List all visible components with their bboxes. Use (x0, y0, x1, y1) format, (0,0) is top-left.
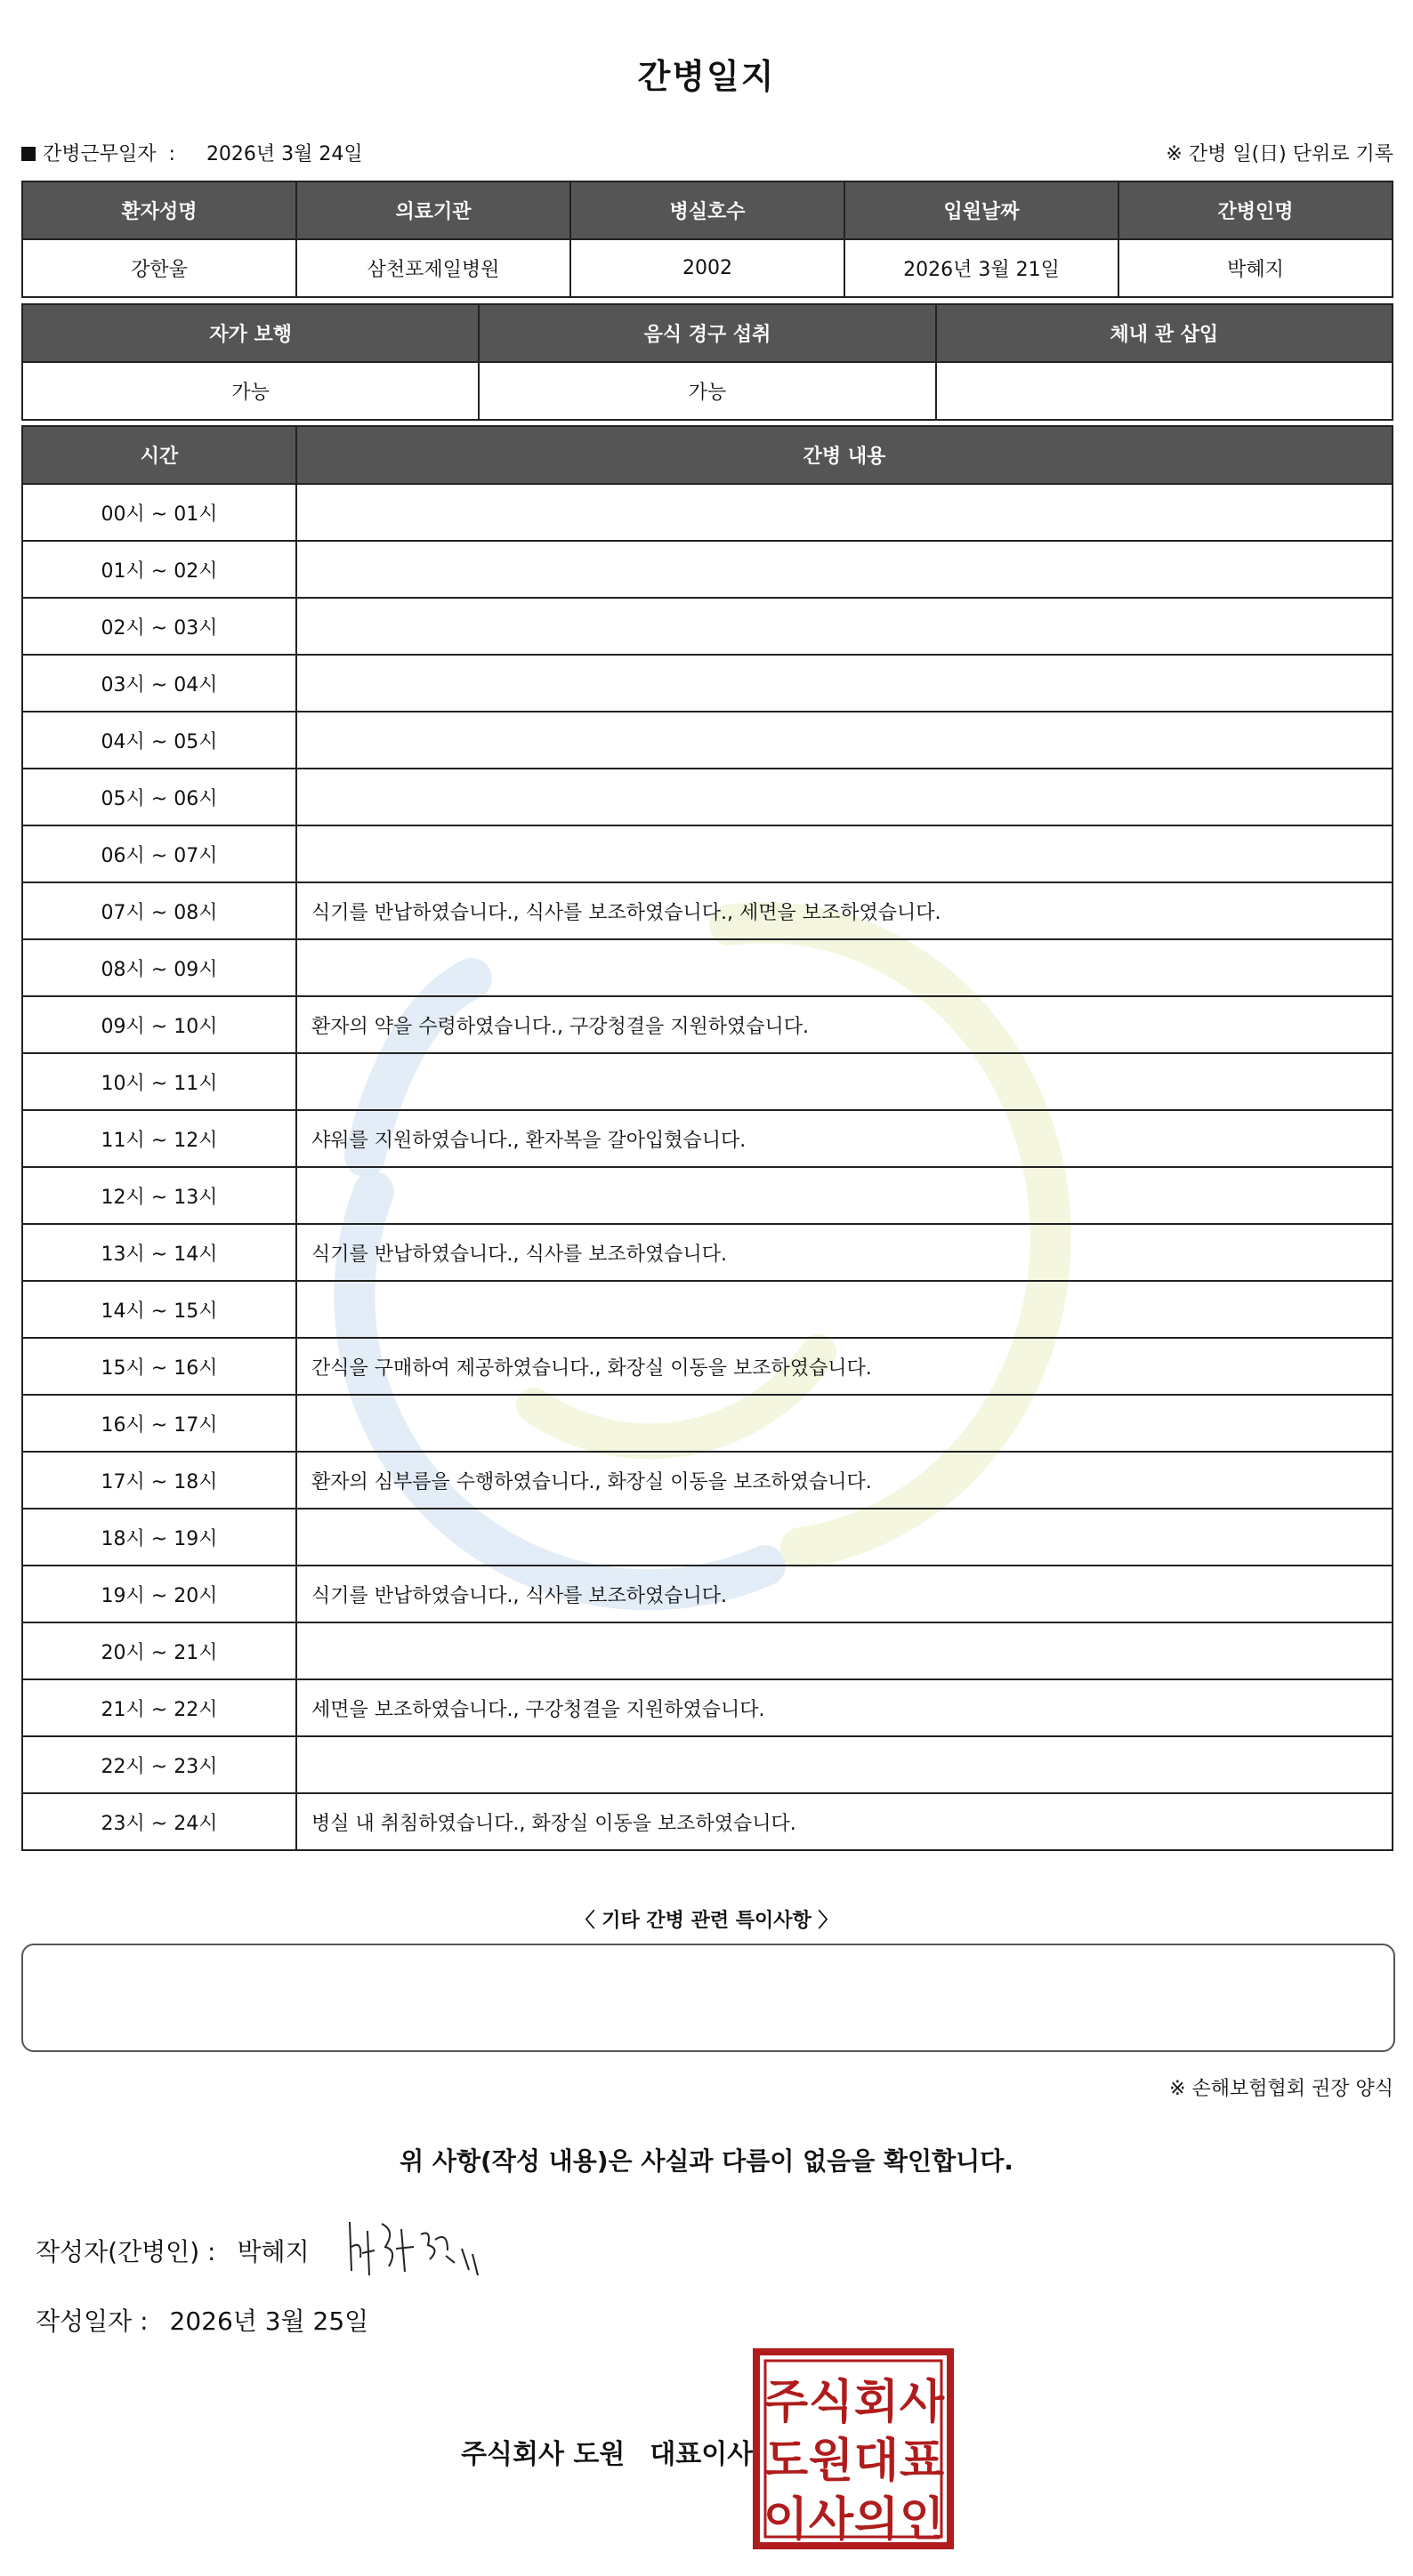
header-tube-insertion: 체내 관 삽입 (936, 304, 1393, 362)
header-patient-name: 환자성명 (22, 181, 296, 239)
write-date-value: 2026년 3월 25일 (169, 2306, 369, 2336)
header-room-number: 병실호수 (570, 181, 844, 239)
log-time: 00시 ~ 01시 (22, 484, 296, 541)
log-content (296, 1053, 1393, 1110)
square-bullet-icon (21, 147, 36, 161)
seal-character: 의 (853, 2493, 900, 2547)
log-time: 13시 ~ 14시 (22, 1224, 296, 1281)
patient-value-row (22, 239, 1393, 297)
header-caregiver-name: 간병인명 (1118, 181, 1393, 239)
oral-intake-value: 가능 (479, 362, 935, 420)
log-time: 09시 ~ 10시 (22, 996, 296, 1053)
caregiver-name: 박혜지 (1118, 239, 1393, 297)
care-date-label: 간병근무일자 (43, 143, 157, 165)
seal-character: 주 (763, 2376, 809, 2429)
seal-character: 원 (808, 2435, 854, 2488)
log-content: 식기를 반납하였습니다., 식사를 보조하였습니다. (296, 1566, 1393, 1622)
log-row (22, 882, 1393, 939)
patient-name: 강한울 (22, 239, 296, 297)
header-oral-intake: 음식 경구 섭취 (479, 304, 935, 362)
log-time: 10시 ~ 11시 (22, 1053, 296, 1110)
log-content (296, 712, 1393, 769)
recommend-note: ※ 손해보험협회 권장 양식 (1169, 2078, 1393, 2100)
status-value-row (22, 362, 1393, 420)
log-content (296, 1167, 1393, 1224)
log-row (22, 939, 1393, 996)
write-date-line (36, 2302, 368, 2338)
room-number: 2002 (570, 239, 844, 297)
log-time: 15시 ~ 16시 (22, 1338, 296, 1395)
care-log-table (21, 425, 1393, 1851)
writer-label: 작성자(간병인) : (36, 2237, 216, 2266)
seal-character: 인 (899, 2493, 945, 2547)
log-time: 22시 ~ 23시 (22, 1736, 296, 1793)
log-row (22, 1395, 1393, 1452)
seal-character: 사 (808, 2493, 854, 2547)
company-line (461, 2432, 753, 2471)
log-row (22, 1566, 1393, 1622)
log-content: 병실 내 취침하였습니다., 화장실 이동을 보조하였습니다. (296, 1793, 1393, 1850)
seal-character: 이 (763, 2493, 809, 2547)
log-row (22, 1224, 1393, 1281)
log-row (22, 712, 1393, 769)
log-content (296, 541, 1393, 598)
log-time: 23시 ~ 24시 (22, 1793, 296, 1850)
log-content: 샤워를 지원하였습니다., 환자복을 갈아입혔습니다. (296, 1110, 1393, 1167)
care-date-separator: : (168, 143, 175, 165)
log-row (22, 1622, 1393, 1679)
log-row (22, 1167, 1393, 1224)
admission-date: 2026년 3월 21일 (844, 239, 1118, 297)
patient-header-row (22, 181, 1393, 239)
log-row (22, 541, 1393, 598)
seal-character: 도 (763, 2435, 809, 2488)
confirm-statement: 위 사항(작성 내용)은 사실과 다름이 없음을 확인합니다. (400, 2146, 1013, 2176)
log-row (22, 598, 1393, 655)
log-row (22, 1452, 1393, 1509)
seal-character: 사 (899, 2376, 945, 2429)
log-content: 식기를 반납하였습니다., 식사를 보조하였습니다., 세면을 보조하였습니다. (296, 882, 1393, 939)
unit-note: ※ 간병 일(日) 단위로 기록 (1166, 143, 1393, 165)
log-time: 06시 ~ 07시 (22, 825, 296, 882)
log-time: 02시 ~ 03시 (22, 598, 296, 655)
header-care-content: 간병 내용 (296, 426, 1393, 484)
log-row (22, 1736, 1393, 1793)
log-content (296, 939, 1393, 996)
log-content (296, 825, 1393, 882)
log-content: 환자의 약을 수령하였습니다., 구강청결을 지원하였습니다. (296, 996, 1393, 1053)
log-time: 07시 ~ 08시 (22, 882, 296, 939)
write-date-label: 작성일자 : (36, 2306, 149, 2336)
log-row (22, 1509, 1393, 1566)
log-row (22, 769, 1393, 825)
log-content: 세면을 보조하였습니다., 구강청결을 지원하였습니다. (296, 1679, 1393, 1736)
company-seal (753, 2348, 954, 2549)
log-time: 01시 ~ 02시 (22, 541, 296, 598)
care-date-value: 2026년 3월 24일 (206, 143, 363, 165)
log-time: 12시 ~ 13시 (22, 1167, 296, 1224)
log-time: 03시 ~ 04시 (22, 655, 296, 712)
header-admission-date: 입원날짜 (844, 181, 1118, 239)
tube-insertion-value (936, 362, 1393, 420)
log-time: 11시 ~ 12시 (22, 1110, 296, 1167)
handwritten-signature (343, 2204, 485, 2284)
log-content (296, 1622, 1393, 1679)
log-row (22, 484, 1393, 541)
log-header-row (22, 426, 1393, 484)
log-row (22, 1110, 1393, 1167)
header-hospital: 의료기관 (296, 181, 570, 239)
notes-box (21, 1944, 1395, 2052)
log-content (296, 1281, 1393, 1338)
company-name: 주식회사 도원 (461, 2439, 626, 2470)
seal-character: 대 (853, 2435, 900, 2488)
log-row (22, 1338, 1393, 1395)
writer-line (36, 2233, 310, 2268)
log-row (22, 1281, 1393, 1338)
log-row (22, 1793, 1393, 1850)
log-content (296, 484, 1393, 541)
log-content: 식기를 반납하였습니다., 식사를 보조하였습니다. (296, 1224, 1393, 1281)
log-time: 16시 ~ 17시 (22, 1395, 296, 1452)
log-content (296, 769, 1393, 825)
document-title: 간병일지 (637, 57, 776, 96)
hospital-name: 삼천포제일병원 (296, 239, 570, 297)
log-time: 21시 ~ 22시 (22, 1679, 296, 1736)
ceo-title: 대표이사 (650, 2439, 754, 2470)
log-row (22, 825, 1393, 882)
log-content (296, 598, 1393, 655)
header-self-walking: 자가 보행 (22, 304, 479, 362)
log-time: 08시 ~ 09시 (22, 939, 296, 996)
log-content (296, 655, 1393, 712)
notes-title: 〈 기타 간병 관련 특이사항 〉 (575, 1910, 838, 1932)
seal-character: 회 (853, 2376, 900, 2429)
status-header-row (22, 304, 1393, 362)
log-content: 환자의 심부름을 수행하였습니다., 화장실 이동을 보조하였습니다. (296, 1452, 1393, 1509)
log-time: 04시 ~ 05시 (22, 712, 296, 769)
log-content (296, 1736, 1393, 1793)
log-time: 20시 ~ 21시 (22, 1622, 296, 1679)
log-content: 간식을 구매하여 제공하였습니다., 화장실 이동을 보조하였습니다. (296, 1338, 1393, 1395)
status-table (21, 303, 1393, 421)
log-time: 19시 ~ 20시 (22, 1566, 296, 1622)
log-time: 18시 ~ 19시 (22, 1509, 296, 1566)
log-content (296, 1509, 1393, 1566)
log-time: 05시 ~ 06시 (22, 769, 296, 825)
care-date-line (21, 139, 363, 166)
log-row (22, 1053, 1393, 1110)
seal-character: 표 (899, 2435, 945, 2488)
log-content (296, 1395, 1393, 1452)
writer-name: 박혜지 (237, 2237, 310, 2266)
self-walking-value: 가능 (22, 362, 479, 420)
log-time: 14시 ~ 15시 (22, 1281, 296, 1338)
log-row (22, 655, 1393, 712)
log-row (22, 1679, 1393, 1736)
seal-character: 식 (808, 2376, 854, 2429)
log-row (22, 996, 1393, 1053)
log-time: 17시 ~ 18시 (22, 1452, 296, 1509)
header-time: 시간 (22, 426, 296, 484)
patient-info-table (21, 181, 1393, 298)
